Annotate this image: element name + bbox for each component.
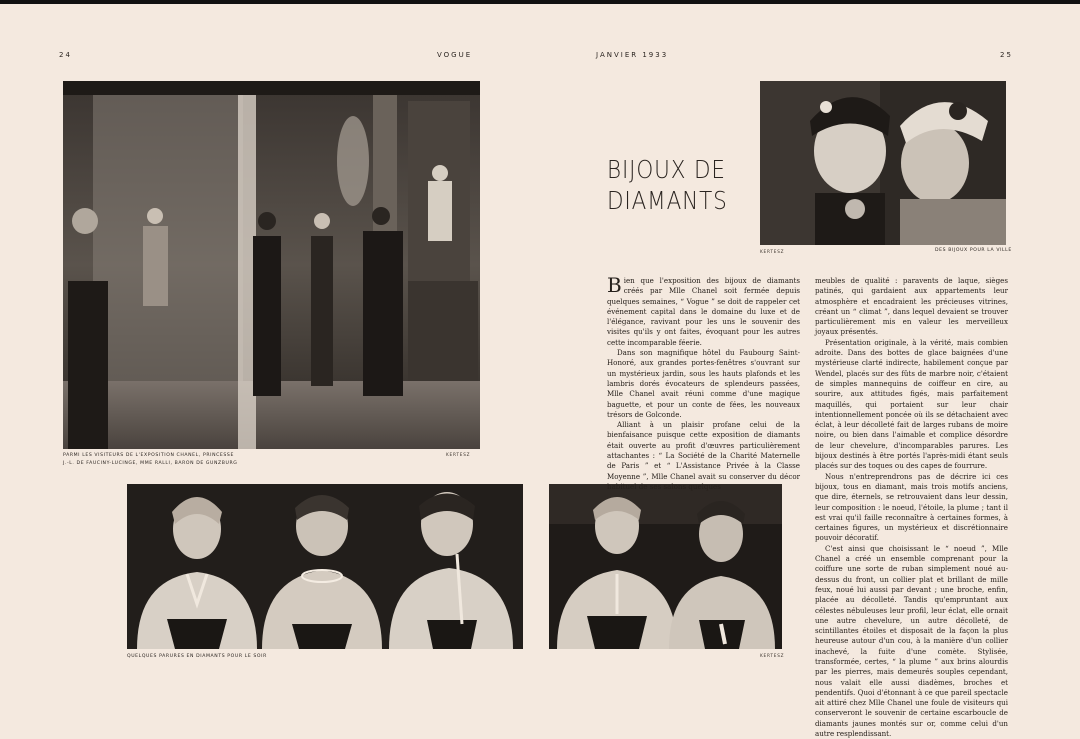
col2-paragraph-4: C'est ainsi que choisissant le “ noeud ”, Mlle Chanel a créé un ensemble comprenant pour la coiffure une sorte de ruban simplement noué au-dessus du front, un collier plat et brillant de mille feux, noué lui aussi par devant ; une broche, enfin, placée au décolleté. Tandis qu'empruntant aux célestes nébuleuses leur profil, leur éclat, elle ornait une autre chevelure, un autre décolleté, de scintillantes étoiles et disposait de la façon la plus heureuse autour d'un cou, à la manière d'un collier inachevé, la fuite d'une comète. Stylisée, transformée, certes, “ la plume ” aux brins alourdis par les pierres, mais demeurés souples cependant, nous valait elle aussi diadèmes, broches et pendentifs. Quoi d'étonnant à ce que pareil spectacle ait attiré chez Mlle Chanel une foule de visiteurs qui conserveront le souvenir de certaine escarboucle de diamants jaunes montés sur or, comme celui d'un autre resplendissant. xyxy=(815,543,1008,739)
main-photo-caption xyxy=(63,452,363,468)
main-caption-line1: PARMI LES VISITEURS DE L'EXPOSITION CHANEL, PRINCESSE xyxy=(63,453,234,458)
top-border xyxy=(0,0,1080,4)
top-right-credit: KERTESZ xyxy=(760,249,785,254)
col2-paragraph-1: meubles de qualité : paravents de laque, sièges patinés, qui gardaient aux appartements leur atmosphère et encadraient les précieuses vitrines, créant un “ climat ”, dans lequel devaient se trouver particulièrement mis en valeur les merveilleux joyaux présentés. xyxy=(815,276,1008,337)
article-column-1 xyxy=(607,273,800,492)
col1-paragraph-2: Dans son magnifique hôtel du Faubourg Saint-Honoré, aux grandes portes-fenêtres s'ouvrant sur un mystérieux jardin, sous les hauts plafonds et les lambris dorés évocateurs de splendeurs passées, Mlle Chanel avait réuni comme d'une magique baguette, et pour un conte de fées, les nouveaux trésors de Golconde. xyxy=(607,348,800,419)
title-line-1: BIJOUX DE xyxy=(607,155,726,184)
article-column-2 xyxy=(815,276,1008,739)
col1-paragraph-1 xyxy=(607,273,800,348)
main-photo-credit: KERTESZ xyxy=(446,452,471,457)
top-right-caption: DES BIJOUX POUR LA VILLE xyxy=(935,248,1012,253)
title-line-2: DIAMANTS xyxy=(607,186,728,215)
left-page-number: 24 xyxy=(59,51,72,59)
issue-date: JANVIER 1933 xyxy=(596,51,669,59)
three-mannequins-photo xyxy=(127,484,523,649)
bottom-right-credit: KERTESZ xyxy=(760,653,785,658)
col1-paragraph-3: Alliant à un plaisir profane celui de la bienfaisance puisque cette exposition de diamants était ouverte au profit d'œuvres particulièrement attachantes : “ La Société de la Charité Maternelle de Paris ” et “ L'Assistance Privée à la Classe Moyenne ”, Mlle Chanel avait su conserver du décor habituel de ses salons quelques xyxy=(607,420,800,491)
magazine-name: VOGUE xyxy=(437,51,473,59)
col1-p1-text: ien que l'exposition des bijoux de diamants créés par Mlle Chanel soit fermée depuis quelques semaines, “ Vogue ” se doit de rappeler cet événement capital dans le domaine du luxe et de l'élégance, ravivant pour les uns le souvenir des visites qu'ils y ont faites, évoquant pour les autres cette incomparable féerie. xyxy=(607,276,800,347)
bottom-left-caption: QUELQUES PARURES EN DIAMANTS POUR LE SOIR xyxy=(127,654,267,659)
article-title xyxy=(607,154,728,216)
col2-paragraph-3: Nous n'entreprendrons pas de décrire ici ces bijoux, tous en diamant, mais trois motifs anciens, que dire, éternels, se retrouvaient dans leur dessin, leur composition : le noeud, l'étoile, la plume ; tant il est vrai qu'il faille reconnaître à certaines formes, à certaines figures, un mystérieux et discrétionnaire pouvoir décoratif. xyxy=(815,471,1008,543)
right-page-number: 25 xyxy=(1000,51,1013,59)
main-caption-line2: J.-L. DE FAUCINY-LUCINGE, MME RALLI, BARON DE GUNZBURG xyxy=(63,461,238,466)
two-mannequins-photo xyxy=(549,484,782,649)
drop-cap: B xyxy=(607,273,622,297)
exhibition-salon-photo xyxy=(63,81,480,449)
hats-mannequins-photo xyxy=(760,81,1006,245)
col2-paragraph-2: Présentation originale, à la vérité, mais combien adroite. Dans des bottes de glace baignées d'une mystérieuse clarté indirecte, habilement conçue par Wendel, placés sur des fûts de marbre noir, c'étaient de simples mannequins de coiffeur en cire, au sourire, aux attitudes figés, mais parfaitement maquillés, qui portaient sur leur chair intentionnellement poncée où ils se détachaient avec éclat, à leur décolleté fait de larges rubans de moire noire, ou bien dans l'aimable et complice désordre de leur chevelure, d'incomparables parures. Les bijoux destinés à être portés l'après-midi étant seuls placés sur des toques ou des capes de fourrure. xyxy=(815,337,1008,471)
